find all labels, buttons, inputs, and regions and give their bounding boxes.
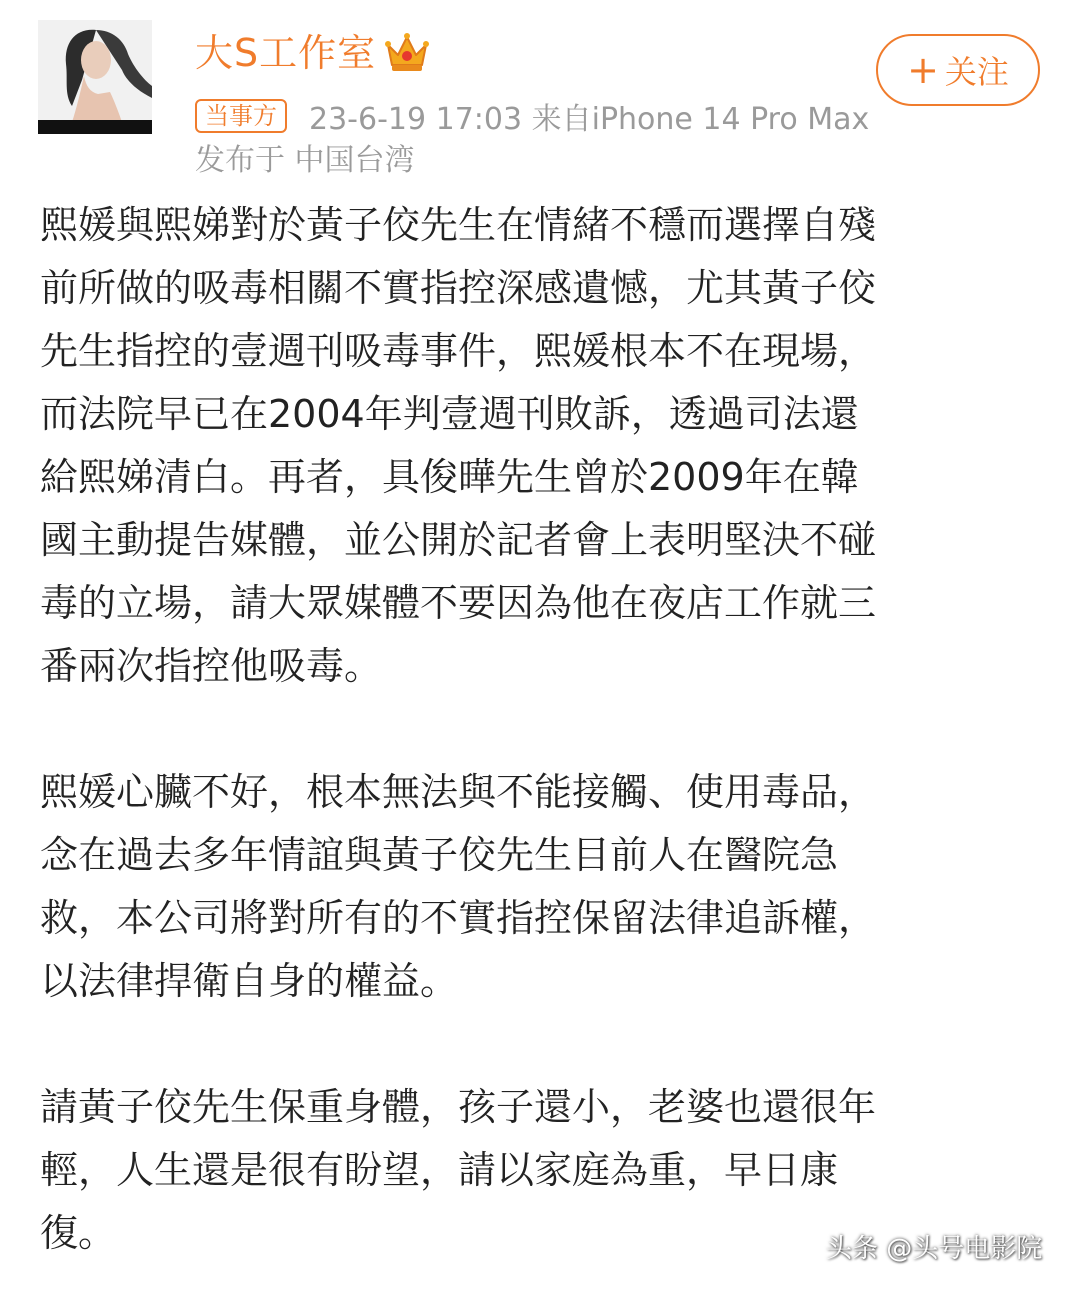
follow-button[interactable] — [876, 34, 1040, 106]
author-header — [195, 28, 430, 78]
text-line: 熙媛與熙娣對於黃子佼先生在情緒不穩而選擇自殘 — [40, 203, 877, 247]
post-meta — [195, 96, 870, 137]
crown-icon — [384, 31, 430, 75]
text-line: 國主動提告媒體，並公開於記者會上表明堅決不碰 — [40, 518, 877, 562]
avatar[interactable] — [38, 20, 152, 134]
paragraph — [40, 194, 1040, 698]
text-line: 前所做的吸毒相關不實指控深感遺憾，尤其黃子佼 — [40, 266, 877, 310]
text-line: 救，本公司將對所有的不實指控保留法律追訴權， — [40, 896, 877, 940]
avatar-photo — [38, 20, 152, 134]
text-line: 請黃子佼先生保重身體，孩子還小，老婆也還很年 — [40, 1085, 877, 1129]
text-line: 以法律捍衛自身的權益。 — [40, 959, 459, 1003]
text-line: 而法院早已在2004年判壹週刊敗訴，透過司法還 — [40, 392, 859, 436]
plus-icon: + — [907, 48, 939, 92]
text-line: 輕，人生還是很有盼望，請以家庭為重，早日康 — [40, 1148, 839, 1192]
watermark: 头条 @头号电影院 — [826, 1234, 1043, 1264]
paragraph — [40, 761, 1040, 1013]
text-line: 念在過去多年情誼與黃子佼先生目前人在醫院急 — [40, 833, 839, 877]
text-line: 番兩次指控他吸毒。 — [40, 644, 383, 688]
post-body — [40, 194, 1043, 1265]
author-name[interactable]: 大S工作室 — [195, 31, 377, 75]
text-line: 熙媛心臟不好，根本無法與不能接觸、使用毒品， — [40, 770, 877, 814]
party-badge: 当事方 — [195, 99, 287, 133]
text-line: 毒的立場，請大眾媒體不要因為他在夜店工作就三 — [40, 581, 877, 625]
text-line: 復。 — [40, 1211, 117, 1255]
follow-label: 关注 — [944, 53, 1009, 91]
post-location: 发布于 中国台湾 — [195, 143, 415, 178]
text-line: 給熙娣清白。再者，具俊曄先生曾於2009年在韓 — [40, 455, 859, 499]
text-line: 先生指控的壹週刊吸毒事件，熙媛根本不在現場， — [40, 329, 877, 373]
post-time-source: 23-6-19 17:03 来自iPhone 14 Pro Max — [309, 102, 870, 137]
